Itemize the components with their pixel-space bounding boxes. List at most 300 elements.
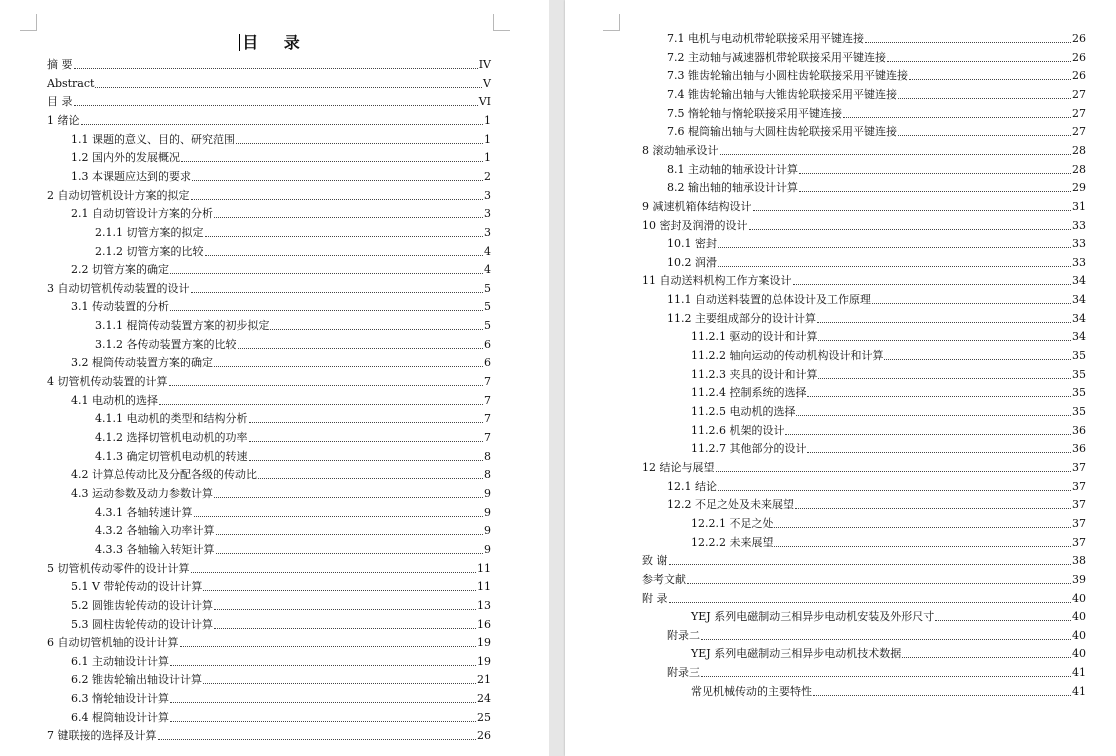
- toc-entry-text: 7.2 主动轴与减速器机带轮联接采用平键连接: [667, 50, 886, 64]
- toc-entry-page-number: 5: [484, 281, 491, 295]
- toc-entry-page-number: 9: [484, 486, 491, 500]
- toc-entry-page-number: 5: [484, 319, 491, 333]
- page-gap: [549, 0, 565, 756]
- toc-entry-text: 7.4 锥齿轮输出轴与大锥齿轮联接采用平键连接: [667, 87, 897, 101]
- toc-entry[interactable]: [667, 625, 1086, 643]
- toc-entry-page-number: V: [483, 76, 491, 90]
- toc-dot-leader: [95, 76, 482, 88]
- toc-entry-page-number: 41: [1072, 684, 1086, 698]
- toc-entry[interactable]: [642, 270, 1086, 288]
- toc-entry-page-number: 34: [1072, 330, 1086, 344]
- toc-entry-text: 6 自动切管机轴的设计计算: [47, 636, 179, 650]
- toc-dot-leader: [181, 150, 483, 162]
- toc-entry-text: 5.3 圆柱齿轮传动的设计计算: [71, 617, 213, 631]
- text-cursor: [239, 34, 240, 51]
- toc-entry-text: 10 密封及润滑的设计: [642, 218, 748, 232]
- toc-entry-text: 5 切管机传动零件的设计计算: [47, 561, 190, 575]
- toc-entry-page-number: 37: [1072, 498, 1086, 512]
- toc-entry-text: 2.1 自动切管设计方案的分析: [71, 207, 213, 221]
- toc-dot-leader: [753, 199, 1072, 211]
- toc-dot-leader: [716, 460, 1072, 472]
- toc-entry[interactable]: [71, 259, 491, 277]
- toc-entry-page-number: 33: [1072, 255, 1086, 269]
- toc-entry[interactable]: [71, 688, 491, 706]
- toc-entry-text: 7.6 棍筒输出轴与大圆柱齿轮联接采用平键连接: [667, 125, 897, 139]
- toc-entry-text: 附录三: [667, 666, 700, 680]
- toc-entry[interactable]: [71, 464, 491, 482]
- toc-dot-leader: [749, 218, 1072, 230]
- toc-dot-leader: [180, 635, 477, 647]
- toc-entry-page-number: 28: [1072, 143, 1086, 157]
- toc-entry[interactable]: [691, 606, 1086, 624]
- toc-dot-leader: [191, 281, 484, 293]
- toc-entry-page-number: 7: [484, 375, 491, 389]
- toc-entry-text: 3.2 棍筒传动装置方案的确定: [71, 356, 213, 370]
- toc-entry[interactable]: [667, 65, 1086, 83]
- toc-entry[interactable]: [691, 401, 1086, 419]
- toc-entry[interactable]: [667, 103, 1086, 121]
- toc-dot-leader: [249, 430, 484, 442]
- toc-entry-page-number: 36: [1072, 442, 1086, 456]
- toc-entry-text: 3.1.2 各传动装置方案的比较: [95, 337, 237, 351]
- toc-dot-leader: [701, 665, 1071, 677]
- toc-entry[interactable]: [667, 28, 1086, 46]
- toc-entry-text: Abstract: [47, 76, 95, 90]
- toc-dot-leader: [818, 367, 1071, 379]
- toc-dot-leader: [81, 113, 484, 125]
- toc-dot-leader: [818, 329, 1071, 341]
- toc-title-text: 目 录: [242, 33, 310, 52]
- toc-dot-leader: [813, 684, 1071, 696]
- toc-entry[interactable]: [667, 308, 1086, 326]
- toc-entry-page-number: 26: [1072, 50, 1086, 64]
- toc-entry[interactable]: [691, 643, 1086, 661]
- toc-dot-leader: [205, 225, 484, 237]
- toc-entry-text: 12.2.2 未来展望: [691, 535, 774, 549]
- toc-entry-page-number: 41: [1072, 666, 1086, 680]
- document-page-right: [565, 0, 1116, 756]
- toc-entry[interactable]: [667, 47, 1086, 65]
- toc-entry-text: YEJ 系列电磁制动三相异步电动机安装及外形尺寸: [691, 610, 935, 624]
- toc-entry-text: 11 自动送料机构工作方案设计: [642, 274, 792, 288]
- toc-dot-leader: [159, 393, 483, 405]
- toc-dot-leader: [718, 255, 1071, 267]
- toc-dot-leader: [807, 441, 1071, 453]
- toc-dot-leader: [669, 591, 1072, 603]
- toc-entry-page-number: 24: [477, 692, 491, 706]
- toc-entry-page-number: 9: [484, 542, 491, 556]
- toc-dot-leader: [669, 553, 1072, 565]
- toc-dot-leader: [214, 617, 476, 629]
- toc-dot-leader: [169, 374, 484, 386]
- toc-entry-page-number: 27: [1072, 125, 1086, 139]
- toc-entry[interactable]: [667, 159, 1086, 177]
- toc-dot-leader: [238, 337, 484, 349]
- toc-entry-page-number: 7: [484, 431, 491, 444]
- page-corner-mark: [20, 14, 37, 31]
- toc-entry[interactable]: [691, 513, 1086, 531]
- toc-entry-text: 11.2.4 控制系统的选择: [691, 386, 807, 400]
- toc-entry[interactable]: [71, 669, 491, 687]
- toc-entry-text: 11.2.2 轴向运动的传动机构设计和计算: [691, 349, 884, 363]
- toc-entry[interactable]: [642, 550, 1086, 568]
- toc-entry-text: 12.2 不足之处及未来展望: [667, 498, 794, 512]
- toc-entry[interactable]: [71, 296, 491, 314]
- toc-dot-leader: [799, 162, 1071, 174]
- toc-dot-leader: [170, 299, 483, 311]
- toc-entry[interactable]: [71, 203, 491, 221]
- toc-entry[interactable]: [691, 438, 1086, 456]
- toc-entry-text: 摘 要: [47, 58, 73, 71]
- toc-entry-text: 6.1 主动轴设计计算: [71, 654, 169, 668]
- toc-entry[interactable]: [667, 121, 1086, 139]
- toc-dot-leader: [74, 94, 478, 106]
- toc-entry[interactable]: [667, 476, 1086, 494]
- toc-entry[interactable]: [642, 196, 1086, 214]
- toc-entry-text: 5.1 V 带轮传动的设计计算: [71, 580, 203, 594]
- toc-entry[interactable]: [691, 345, 1086, 363]
- toc-dot-leader: [799, 180, 1071, 192]
- toc-entry-page-number: 40: [1072, 591, 1086, 605]
- toc-dot-leader: [74, 57, 478, 69]
- toc-entry-text: 7 键联接的选择及计算: [47, 729, 157, 743]
- toc-entry-text: 8.1 主动轴的轴承设计计算: [667, 162, 798, 176]
- toc-dot-leader: [191, 188, 484, 200]
- toc-entry-page-number: 4: [484, 263, 491, 277]
- toc-entry-text: 3.1.1 棍筒传动装置方案的初步拟定: [95, 319, 270, 333]
- toc-entry-page-number: 19: [477, 636, 491, 650]
- toc-entry-text: 2.1.2 切管方案的比较: [95, 244, 204, 258]
- toc-entry-text: 11.2.7 其他部分的设计: [691, 442, 807, 456]
- toc-entry-text: YEJ 系列电磁制动三相异步电动机技术数据: [691, 647, 902, 661]
- toc-entry-text: 附录二: [667, 628, 700, 642]
- toc-entry-page-number: 35: [1072, 386, 1086, 400]
- toc-entry-text: 1 绪论: [47, 113, 80, 127]
- toc-entry-text: 7.1 电机与电动机带轮联接采用平键连接: [667, 32, 864, 45]
- toc-entry-text: 2.1.1 切管方案的拟定: [95, 225, 204, 239]
- toc-dot-leader: [249, 411, 484, 423]
- toc-entry[interactable]: [71, 390, 491, 408]
- toc-entry[interactable]: [95, 241, 491, 259]
- toc-entry-page-number: 37: [1072, 516, 1086, 530]
- toc-dot-leader: [170, 654, 476, 666]
- toc-entry-page-number: 27: [1072, 87, 1086, 101]
- toc-entry[interactable]: [47, 110, 491, 128]
- toc-entry[interactable]: [667, 252, 1086, 270]
- toc-entry[interactable]: [667, 177, 1086, 195]
- toc-entry[interactable]: [47, 278, 491, 296]
- toc-entry[interactable]: [642, 215, 1086, 233]
- toc-entry[interactable]: [47, 371, 491, 389]
- toc-entry-page-number: 37: [1072, 535, 1086, 549]
- toc-entry-text: 5.2 圆锥齿轮传动的设计计算: [71, 598, 213, 612]
- toc-entry[interactable]: [691, 532, 1086, 550]
- toc-dot-leader: [214, 598, 476, 610]
- toc-dot-leader: [194, 505, 484, 517]
- toc-entry-page-number: 33: [1072, 218, 1086, 232]
- toc-dot-leader: [216, 542, 484, 554]
- toc-entry-page-number: 11: [477, 580, 491, 594]
- toc-dot-leader: [701, 628, 1071, 640]
- page-corner-mark: [493, 14, 510, 31]
- toc-entry-page-number: 31: [1072, 199, 1086, 213]
- toc-entry-text: 4.3.1 各轴转速计算: [95, 505, 193, 519]
- toc-dot-leader: [774, 535, 1071, 547]
- page-corner-mark: [603, 14, 620, 31]
- toc-entry-text: 8 滚动轴承设计: [642, 143, 719, 157]
- toc-dot-leader: [898, 87, 1071, 99]
- toc-dot-leader: [718, 479, 1071, 491]
- toc-entry[interactable]: [95, 520, 491, 538]
- toc-entry-page-number: 28: [1072, 162, 1086, 176]
- toc-dot-leader: [170, 691, 476, 703]
- toc-dot-leader: [687, 572, 1071, 584]
- toc-entry-page-number: 33: [1072, 237, 1086, 251]
- toc-title: [0, 30, 549, 53]
- toc-entry-text: 12 结论与展望: [642, 460, 715, 474]
- toc-entry-page-number: 25: [477, 710, 491, 724]
- toc-entry-text: 2.2 切管方案的确定: [71, 263, 169, 277]
- toc-entry-text: 1.1 课题的意义、目的、研究范围: [71, 132, 235, 146]
- toc-entry-page-number: 36: [1072, 423, 1086, 437]
- toc-entry-page-number: 1: [484, 132, 491, 146]
- toc-entry[interactable]: [47, 632, 491, 650]
- toc-entry[interactable]: [71, 614, 491, 632]
- toc-dot-leader: [793, 273, 1072, 285]
- toc-entry[interactable]: [667, 233, 1086, 251]
- toc-entry[interactable]: [47, 185, 491, 203]
- toc-entry-text: 常见机械传动的主要特性: [691, 684, 812, 698]
- toc-entry-page-number: 3: [484, 207, 491, 221]
- toc-dot-leader: [807, 385, 1071, 397]
- toc-entry[interactable]: [642, 140, 1086, 158]
- toc-entry-text: 11.2.1 驱动的设计和计算: [691, 330, 818, 344]
- toc-entry-text: 4.1.1 电动机的类型和结构分析: [95, 412, 248, 426]
- toc-dot-leader: [214, 486, 483, 498]
- toc-entry-text: 12.2.1 不足之处: [691, 516, 774, 530]
- toc-entry-text: 4.3.3 各轴输入转矩计算: [95, 542, 215, 556]
- toc-entry-page-number: 3: [484, 188, 491, 202]
- toc-entry[interactable]: [667, 84, 1086, 102]
- toc-entry[interactable]: [71, 147, 491, 165]
- toc-entry-page-number: 7: [484, 412, 491, 426]
- toc-entry-page-number: 35: [1072, 349, 1086, 363]
- toc-entry-page-number: 6: [484, 337, 491, 351]
- toc-entry-text: 8.2 输出轴的轴承设计计算: [667, 181, 798, 195]
- toc-entry[interactable]: [95, 446, 491, 464]
- toc-dot-leader: [170, 710, 476, 722]
- toc-entry-page-number: IV: [478, 58, 491, 71]
- toc-entry-text: 11.2.3 夹具的设计和计算: [691, 367, 818, 381]
- toc-dot-leader: [872, 292, 1071, 304]
- toc-entry[interactable]: [95, 222, 491, 240]
- toc-entry-text: 4 切管机传动装置的计算: [47, 375, 168, 389]
- toc-entry[interactable]: [71, 352, 491, 370]
- toc-dot-leader: [718, 236, 1071, 248]
- toc-entry[interactable]: [642, 569, 1086, 587]
- toc-entry-text: 11.2.6 机架的设计: [691, 423, 785, 437]
- toc-entry-page-number: 26: [1072, 69, 1086, 83]
- toc-entry-text: 4.1 电动机的选择: [71, 393, 158, 407]
- toc-entry-page-number: 16: [477, 617, 491, 631]
- document-page-left: [0, 0, 549, 756]
- toc-entry-text: 1.3 本课题应达到的要求: [71, 169, 191, 183]
- toc-entry-page-number: 35: [1072, 367, 1086, 381]
- toc-entry-text: 4.3 运动参数及动力参数计算: [71, 486, 213, 500]
- toc-entry-page-number: 35: [1072, 405, 1086, 418]
- toc-entry-text: 11.2 主要组成部分的设计计算: [667, 311, 816, 325]
- toc-dot-leader: [796, 404, 1071, 416]
- toc-entry[interactable]: [691, 364, 1086, 382]
- toc-entry[interactable]: [667, 289, 1086, 307]
- toc-entry-page-number: 9: [484, 505, 491, 519]
- toc-entry-text: 7.3 锥齿轮输出轴与小圆柱齿轮联接采用平键连接: [667, 69, 908, 83]
- toc-entry[interactable]: [47, 558, 491, 576]
- toc-dot-leader: [216, 523, 484, 535]
- toc-entry-text: 7.5 惰轮轴与惰轮联接采用平键连接: [667, 106, 842, 120]
- toc-entry[interactable]: [642, 457, 1086, 475]
- toc-entry-page-number: 39: [1072, 572, 1086, 586]
- toc-entry-page-number: 34: [1072, 293, 1086, 307]
- toc-entry[interactable]: [71, 166, 491, 184]
- toc-entry-page-number: 26: [477, 729, 491, 743]
- toc-dot-leader: [191, 561, 477, 573]
- toc-entry-text: 附 录: [642, 591, 668, 605]
- toc-entry[interactable]: [71, 483, 491, 501]
- toc-dot-leader: [720, 143, 1072, 155]
- toc-entry-text: 12.1 结论: [667, 479, 717, 493]
- toc-dot-leader: [865, 31, 1071, 43]
- toc-entry-text: 6.4 棍筒轴设计计算: [71, 710, 169, 724]
- toc-entry-page-number: VI: [478, 95, 491, 109]
- toc-entry-page-number: 1: [484, 113, 491, 127]
- toc-entry-page-number: 40: [1072, 610, 1086, 624]
- toc-entry[interactable]: [691, 681, 1086, 699]
- toc-entry-page-number: 8: [484, 468, 491, 482]
- toc-entry-page-number: 4: [484, 244, 491, 258]
- toc-dot-leader: [236, 132, 483, 144]
- toc-entry-text: 4.3.2 各轴输入功率计算: [95, 524, 215, 538]
- toc-dot-leader: [774, 516, 1071, 528]
- toc-entry[interactable]: [47, 54, 491, 72]
- toc-entry-page-number: 5: [484, 300, 491, 314]
- toc-entry-page-number: 9: [484, 524, 491, 538]
- toc-entry[interactable]: [71, 707, 491, 725]
- toc-entry[interactable]: [691, 326, 1086, 344]
- toc-entry[interactable]: [691, 420, 1086, 438]
- toc-dot-leader: [203, 579, 476, 591]
- toc-entry-page-number: 2: [484, 169, 491, 183]
- toc-entry-page-number: 40: [1072, 647, 1086, 661]
- toc-entry-text: 目 录: [47, 95, 73, 109]
- toc-entry[interactable]: [71, 576, 491, 594]
- toc-entry-text: 致 谢: [642, 554, 668, 568]
- toc-entry[interactable]: [95, 408, 491, 426]
- toc-entry-page-number: 38: [1072, 554, 1086, 568]
- toc-entry[interactable]: [95, 502, 491, 520]
- toc-entry-page-number: 1: [484, 151, 491, 165]
- toc-entry-page-number: 29: [1072, 181, 1086, 195]
- toc-dot-leader: [785, 423, 1071, 435]
- toc-dot-leader: [192, 169, 483, 181]
- toc-entry-page-number: 3: [484, 225, 491, 239]
- toc-dot-leader: [909, 68, 1071, 80]
- toc-entry-page-number: 40: [1072, 628, 1086, 642]
- toc-entry-page-number: 37: [1072, 479, 1086, 493]
- toc-entry[interactable]: [95, 315, 491, 333]
- toc-entry-page-number: 7: [484, 393, 491, 407]
- toc-entry[interactable]: [667, 662, 1086, 680]
- toc-entry-page-number: 21: [477, 673, 491, 687]
- toc-entry[interactable]: [667, 494, 1086, 512]
- toc-dot-leader: [170, 262, 483, 274]
- toc-entry-text: 11.2.5 电动机的选择: [691, 405, 796, 418]
- toc-dot-leader: [205, 244, 484, 256]
- toc-dot-leader: [203, 672, 476, 684]
- toc-entry[interactable]: [71, 651, 491, 669]
- toc-entry-page-number: 11: [477, 561, 491, 575]
- toc-entry[interactable]: [691, 382, 1086, 400]
- toc-entry[interactable]: [95, 334, 491, 352]
- toc-entry-page-number: 37: [1072, 460, 1086, 474]
- toc-dot-leader: [887, 50, 1071, 62]
- toc-entry[interactable]: [47, 725, 491, 743]
- toc-entry-text: 4.1.3 确定切管机电动机的转速: [95, 449, 248, 463]
- toc-entry[interactable]: [71, 129, 491, 147]
- toc-entry-text: 3 自动切管机传动装置的设计: [47, 281, 190, 295]
- toc-entry[interactable]: [95, 427, 491, 445]
- toc-entry-text: 3.1 传动装置的分析: [71, 300, 169, 314]
- toc-dot-leader: [817, 311, 1071, 323]
- toc-dot-leader: [884, 348, 1071, 360]
- toc-dot-leader: [158, 728, 477, 740]
- toc-entry-text: 9 减速机箱体结构设计: [642, 199, 752, 213]
- toc-entry-page-number: 26: [1072, 32, 1086, 45]
- toc-entry[interactable]: [71, 595, 491, 613]
- toc-dot-leader: [258, 467, 483, 479]
- toc-dot-leader: [935, 609, 1071, 621]
- toc-entry-text: 10.2 润滑: [667, 255, 717, 269]
- toc-entry-text: 4.1.2 选择切管机电动机的功率: [95, 431, 248, 444]
- toc-entry-text: 6.2 锥齿轮输出轴设计计算: [71, 673, 202, 687]
- toc-entry-page-number: 6: [484, 356, 491, 370]
- toc-entry-page-number: 34: [1072, 274, 1086, 288]
- toc-entry[interactable]: [642, 588, 1086, 606]
- toc-entry[interactable]: [95, 539, 491, 557]
- toc-dot-leader: [898, 124, 1071, 136]
- toc-dot-leader: [214, 355, 483, 367]
- toc-entry-text: 2 自动切管机设计方案的拟定: [47, 188, 190, 202]
- toc-dot-leader: [214, 206, 483, 218]
- toc-entry-text: 11.1 自动送料装置的总体设计及工作原理: [667, 293, 871, 307]
- toc-entry-page-number: 19: [477, 654, 491, 668]
- toc-entry-page-number: 8: [484, 449, 491, 463]
- toc-dot-leader: [795, 497, 1071, 509]
- toc-dot-leader: [270, 318, 483, 330]
- toc-entry-text: 4.2 计算总传动比及分配各级的传动比: [71, 468, 257, 482]
- toc-entry-page-number: 34: [1072, 311, 1086, 325]
- toc-dot-leader: [249, 449, 484, 461]
- toc-entry-text: 6.3 惰轮轴设计计算: [71, 692, 169, 706]
- toc-entry[interactable]: [47, 73, 491, 91]
- toc-entry[interactable]: [47, 91, 491, 109]
- toc-entry-text: 参考文献: [642, 572, 686, 586]
- toc-entry-page-number: 27: [1072, 106, 1086, 120]
- toc-entry-page-number: 13: [477, 598, 491, 612]
- toc-entry-text: 1.2 国内外的发展概况: [71, 151, 180, 165]
- toc-dot-leader: [902, 646, 1071, 658]
- toc-dot-leader: [843, 106, 1071, 118]
